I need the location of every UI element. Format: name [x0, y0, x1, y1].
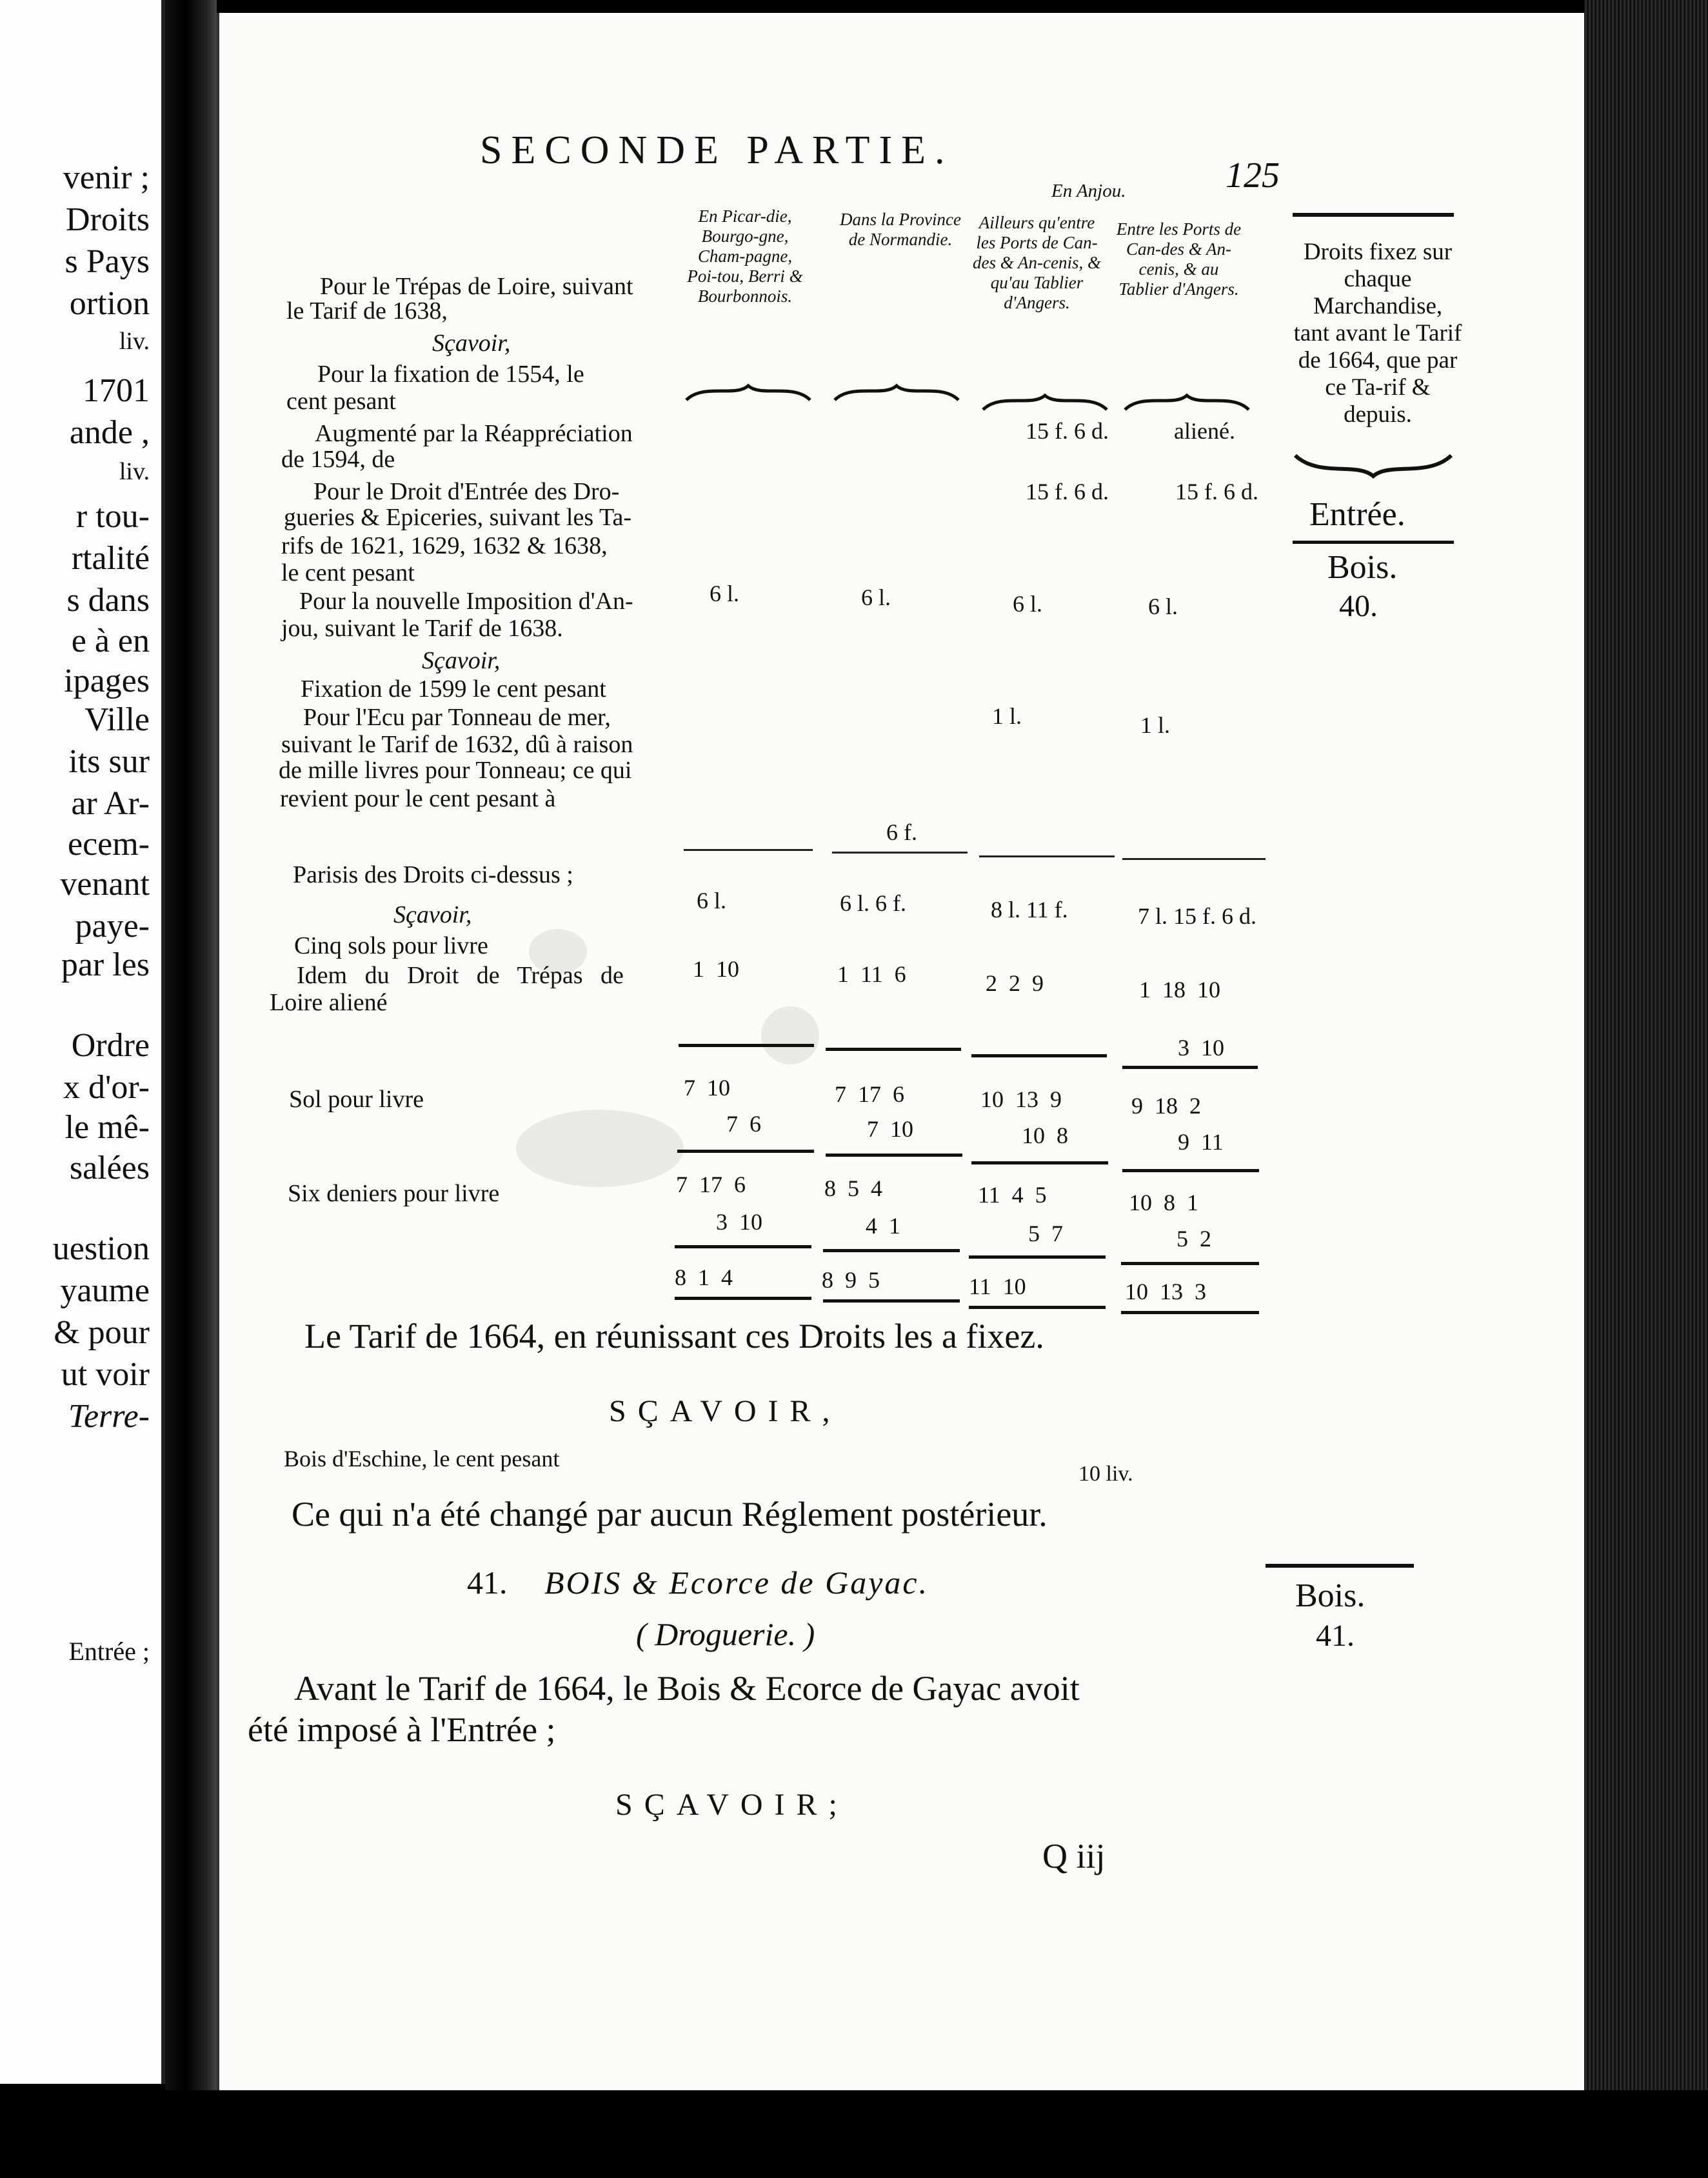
left-line: venant: [60, 866, 150, 903]
left-line: 1701: [83, 372, 150, 409]
cell-value: 7 10: [684, 1075, 730, 1101]
brace-icon: [684, 381, 813, 406]
margin-bois-41-label: Bois.: [1295, 1577, 1365, 1614]
left-line: liv.: [119, 328, 150, 355]
left-line: par les: [61, 946, 150, 983]
cell-value: 8 l. 11 f.: [991, 897, 1068, 923]
margin-rule: [1293, 541, 1454, 544]
table-rule: [823, 1249, 960, 1252]
cell-value: 6 l.: [1148, 594, 1178, 619]
table-rule: [823, 1299, 960, 1303]
row-label: Sçavoir,: [393, 901, 472, 928]
paragraph: Ce qui n'a été changé par aucun Réglement postérieur.: [292, 1495, 1048, 1534]
margin-bois-41-num: 41.: [1316, 1619, 1355, 1653]
cell-value: 7 10: [867, 1116, 913, 1142]
paragraph: Avant le Tarif de 1664, le Bois & Ecorce de Gayac avoit: [294, 1669, 1080, 1708]
table-rule: [826, 1154, 962, 1157]
cell-value: 7 l. 15 f. 6 d.: [1138, 903, 1256, 929]
left-line: ortion: [69, 285, 150, 322]
cell-value: 10 8 1: [1129, 1190, 1198, 1215]
brace-icon: [832, 381, 961, 406]
table-rule: [677, 1150, 814, 1153]
left-line: ande ,: [69, 414, 150, 451]
row-label: suivant le Tarif de 1632, dû à raison: [281, 731, 633, 758]
cell-value: 1 l.: [1140, 712, 1171, 738]
left-line: Terre-: [68, 1398, 150, 1435]
cell-value: 15 f. 6 d.: [1026, 479, 1109, 505]
cell-value: 10 13 9: [980, 1086, 1062, 1112]
left-line: e à en: [71, 623, 150, 659]
left-line: ecem-: [67, 826, 150, 863]
cell-value: 3 10: [1178, 1035, 1224, 1061]
cell-value: 1 18 10: [1139, 977, 1220, 1003]
table-rule: [1122, 1066, 1258, 1069]
bois-eschine-value: 10 liv.: [1078, 1462, 1133, 1486]
cell-value: 6 l.: [1013, 591, 1043, 617]
row-label: Idem du Droit de Trépas de: [297, 962, 624, 989]
left-line: liv.: [119, 458, 150, 485]
table-rule: [675, 1245, 811, 1248]
section-number: 41.: [467, 1564, 508, 1601]
cell-value: 15 f. 6 d.: [1175, 479, 1258, 505]
left-line: r tou-: [75, 498, 150, 535]
cell-value: 8 1 4: [675, 1264, 733, 1290]
left-line: le mê-: [65, 1109, 150, 1146]
row-label: rifs de 1621, 1629, 1632 & 1638,: [281, 532, 608, 559]
row-label: cent pesant: [286, 388, 396, 415]
cell-value: 15 f. 6 d.: [1026, 418, 1109, 444]
left-line: Ville: [84, 701, 150, 738]
cell-value: 11 4 5: [978, 1182, 1047, 1208]
row-label: Parisis des Droits ci-dessus ;: [293, 861, 573, 888]
row-label: jou, suivant le Tarif de 1638.: [281, 615, 563, 642]
section-title: BOIS & Ecorce de Gayac.: [544, 1564, 929, 1601]
margin-entree: Entrée.: [1309, 496, 1405, 533]
left-line: x d'or-: [63, 1069, 150, 1106]
paper-stain: [761, 1006, 819, 1064]
paper-stain: [516, 1110, 684, 1187]
margin-rule: [1293, 213, 1454, 217]
signature-mark: Q iij: [1042, 1837, 1106, 1875]
cell-value: aliené.: [1174, 418, 1235, 444]
left-line: salées: [69, 1150, 150, 1186]
cell-value: 7 17 6: [676, 1172, 746, 1197]
cell-value: 9 11: [1178, 1129, 1224, 1155]
cell-value: 7 17 6: [835, 1081, 904, 1107]
book-page: [217, 13, 1587, 2090]
cell-value: 10 8: [1022, 1123, 1068, 1148]
left-line: paye-: [75, 908, 150, 944]
left-page-fragment: [0, 0, 165, 2084]
margin-note: Droits fixez sur chaque Marchandise, tant avant le Tarif de 1664, que par ce Ta-rif & depuis.: [1293, 239, 1462, 428]
cell-value: 1 10: [693, 956, 739, 982]
row-label: revient pour le cent pesant à: [280, 785, 556, 812]
paragraph: été imposé à l'Entrée ;: [248, 1710, 556, 1749]
left-line: Entrée ;: [68, 1637, 150, 1666]
left-line: ut voir: [61, 1356, 150, 1393]
row-label: Sçavoir,: [422, 647, 501, 674]
cell-value: 11 10: [969, 1274, 1026, 1299]
page-number: 125: [1226, 155, 1280, 195]
cell-value: 10 13 3: [1125, 1279, 1206, 1304]
cell-value: 6 l.: [697, 888, 727, 914]
row-label: de mille livres pour Tonneau; ce qui: [279, 757, 632, 784]
cell-value: 5 2: [1177, 1226, 1211, 1252]
table-rule: [969, 1255, 1106, 1259]
cell-value: 8 5 4: [824, 1175, 882, 1201]
row-label: Pour le Trépas de Loire, suivant: [320, 273, 633, 300]
left-line: rtalité: [71, 540, 150, 577]
row-label: Pour l'Ecu par Tonneau de mer,: [303, 704, 611, 731]
cell-value: 1 l.: [992, 703, 1022, 729]
margin-rule: [1266, 1564, 1414, 1568]
left-line: its sur: [68, 743, 150, 780]
table-rule: [969, 1306, 1106, 1309]
cell-value: 6 f.: [886, 819, 917, 845]
column-header-2: Dans la Province de Normandie.: [840, 210, 961, 249]
column-group-anjou: En Anjou.: [1051, 181, 1126, 201]
left-line: ipages: [64, 663, 150, 699]
cell-value: 6 l.: [710, 581, 740, 606]
column-header-3: Ailleurs qu'entre les Ports de Can-des & An-cenis, & qu'au Tablier d'Angers.: [973, 213, 1101, 312]
left-line: Ordre: [71, 1027, 150, 1064]
margin-bois-40-label: Bois.: [1327, 549, 1398, 586]
margin-bois-40-num: 40.: [1339, 589, 1378, 623]
book-spine: [165, 0, 217, 2129]
column-header-4: Entre les Ports de Can-des & An-cenis, & au Tablier d'Angers.: [1116, 219, 1242, 299]
table-rule: [1121, 1311, 1259, 1314]
left-line: venir ;: [63, 159, 150, 196]
table-rule: [1122, 1169, 1259, 1172]
table-rule: [979, 855, 1115, 857]
cell-value: 3 10: [716, 1209, 762, 1235]
left-line: & pour: [54, 1314, 150, 1351]
paragraph: Le Tarif de 1664, en réunissant ces Droits les a fixez.: [304, 1317, 1044, 1355]
row-label: Sol pour livre: [289, 1086, 424, 1113]
row-label: de 1594, de: [281, 446, 395, 473]
row-label: Fixation de 1599 le cent pesant: [301, 675, 606, 703]
row-label: Loire aliené: [270, 989, 388, 1016]
column-header-1: En Picar-die, Bourgo-gne, Cham-pagne, Poi-tou, Berri & Bourbonnois.: [687, 206, 803, 306]
cell-value: 9 18 2: [1131, 1093, 1201, 1119]
page-edges: [1584, 0, 1708, 2178]
row-label: Pour la nouvelle Imposition d'An-: [299, 588, 633, 615]
table-rule: [684, 849, 813, 851]
cell-value: 2 2 9: [986, 970, 1044, 996]
left-line: s dans: [66, 582, 150, 619]
table-rule: [826, 1048, 961, 1051]
brace-icon: [980, 390, 1109, 416]
row-label: Cinq sols pour livre: [294, 932, 488, 959]
section-subtitle: ( Droguerie. ): [636, 1616, 815, 1652]
row-label: Six deniers pour livre: [288, 1180, 500, 1207]
table-rule: [679, 1044, 814, 1047]
left-line: ar Ar-: [71, 785, 150, 822]
row-label: gueries & Epiceries, suivant les Ta-: [284, 504, 632, 531]
table-rule: [971, 1161, 1108, 1164]
page-header-title: SECONDE PARTIE.: [480, 128, 954, 172]
row-label: Pour le Droit d'Entrée des Dro-: [313, 478, 620, 505]
cell-value: 8 9 5: [822, 1267, 880, 1293]
bois-eschine-line: Bois d'Eschine, le cent pesant: [284, 1446, 560, 1472]
cell-value: 4 1: [866, 1213, 900, 1239]
row-label: le cent pesant: [281, 559, 415, 586]
scan-background: [0, 2090, 1708, 2178]
row-label: Augmenté par la Réappréciation: [315, 420, 633, 447]
table-rule: [971, 1054, 1107, 1057]
cell-value: 1 11 6: [837, 961, 906, 987]
cell-value: 6 l.: [861, 584, 891, 610]
brace-icon: [1293, 449, 1454, 481]
row-label: Sçavoir,: [432, 330, 511, 357]
table-rule: [832, 852, 968, 854]
table-rule: [675, 1297, 811, 1300]
row-label: le Tarif de 1638,: [286, 297, 448, 325]
left-line: s Pays: [65, 243, 150, 280]
left-line: Droits: [66, 201, 150, 238]
cell-value: 6 l. 6 f.: [840, 890, 906, 916]
row-label: Pour la fixation de 1554, le: [317, 361, 584, 388]
left-line: yaume: [60, 1272, 150, 1309]
cell-value: 5 7: [1028, 1221, 1063, 1246]
cell-value: 7 6: [726, 1111, 761, 1137]
scavoir-heading: SÇAVOIR;: [615, 1788, 849, 1822]
brace-icon: [1122, 390, 1251, 416]
table-rule: [1122, 858, 1266, 860]
scavoir-heading: SÇAVOIR,: [609, 1394, 842, 1428]
table-rule: [1121, 1262, 1259, 1265]
left-line: uestion: [52, 1230, 150, 1267]
